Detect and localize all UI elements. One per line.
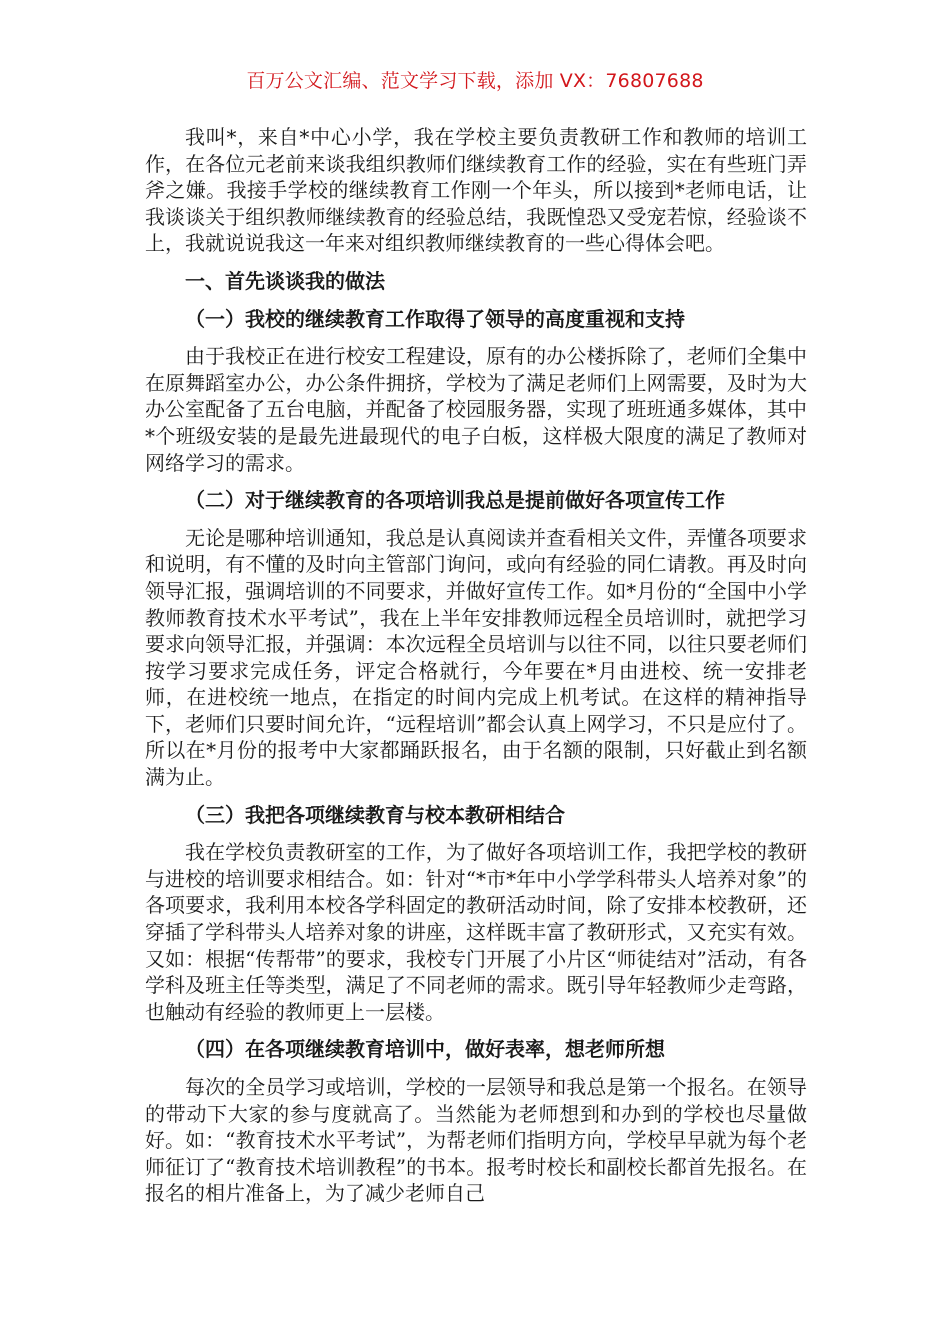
subsection-paragraph-1: 由于我校正在进行校安工程建设，原有的办公楼拆除了，老师们全集中在原舞蹈室办公，办公条件拥挤，学校为了满足老师们上网需要，及时为大办公室配备了五台电脑，并配备了校园服务器，实现了班班通多媒体，其中*个班级安装的是最先进最现代的电子白板，这样极大限度的满足了教师对网络学习的需求。 [145, 344, 807, 475]
intro-paragraph: 我叫*，来自*中心小学，我在学校主要负责教研工作和教师的培训工作，在各位元老前来谈我组织教师们继续教育工作的经验，实在有些班门弄斧之嫌。我接手学校的继续教育工作刚一个年头，所以接到*老师电话，让我谈谈关于组织教师继续教育的经验总结，我既惶恐又受宠若惊，经验谈不上，我就说说我这一年来对组织教师继续教育的一些心得体会吧。 [145, 125, 807, 256]
subsection-paragraph-2: 无论是哪种培训通知，我总是认真阅读并查看相关文件，弄懂各项要求和说明，有不懂的及时向主管部门询问，或向有经验的同仁请教。再及时向领导汇报，强调培训的不同要求，并做好宣传工作。如*月份的“全国中小学教师教育技术水平考试”，我在上半年安排教师远程全员培训时，就把学习要求向领导汇报，并强调：本次远程全员培训与以往不同，以往只要老师们按学习要求完成任务，评定合格就行，今年要在*月由进校、统一安排老师，在进校统一地点，在指定的时间内完成上机考试。在这样的精神指导下，老师们只要时间允许，“远程培训”都会认真上网学习，不只是应付了。所以在*月份的报考中大家都踊跃报名，由于名额的限制，只好截止到名额满为止。 [145, 525, 807, 790]
document-body [145, 124, 807, 1207]
section-heading-1: 一、首先谈谈我的做法 [185, 268, 385, 293]
subsection-heading-1: （一）我校的继续教育工作取得了领导的高度重视和支持 [185, 306, 685, 331]
subsection-heading-2: （二）对于继续教育的各项培训我总是提前做好各项宣传工作 [185, 488, 725, 513]
subsection-heading-3: （三）我把各项继续教育与校本教研相结合 [185, 802, 565, 827]
subsection-paragraph-4: 每次的全员学习或培训，学校的一层领导和我总是第一个报名。在领导的带动下大家的参与度就高了。当然能为老师想到和办到的学校也尽量做好。如：“教育技术水平考试”，为帮老师们指明方向，学校早早就为每个老师征订了“教育技术培训教程”的书本。报考时校长和副校长都首先报名。在报名的相片准备上，为了减少老师自己 [145, 1075, 807, 1206]
subsection-paragraph-3: 我在学校负责教研室的工作，为了做好各项培训工作，我把学校的教研与进校的培训要求相结合。如：针对“*市*年中小学学科带头人培养对象”的各项要求，我利用本校各学科固定的教研活动时间，除了安排本校教研，还穿插了学科带头人培养对象的讲座，这样既丰富了教研形式，又充实有效。又如：根据“传帮带”的要求，我校专门开展了小片区“师徒结对”活动，有各学科及班主任等类型，满足了不同老师的需求。既引导年轻教师少走弯路，也触动有经验的教师更上一层楼。 [145, 840, 807, 1024]
subsection-heading-4: （四）在各项继续教育培训中，做好表率，想老师所想 [185, 1037, 665, 1062]
header-banner: 百万公文汇编、范文学习下载，添加 VX：76807688 [246, 70, 704, 92]
